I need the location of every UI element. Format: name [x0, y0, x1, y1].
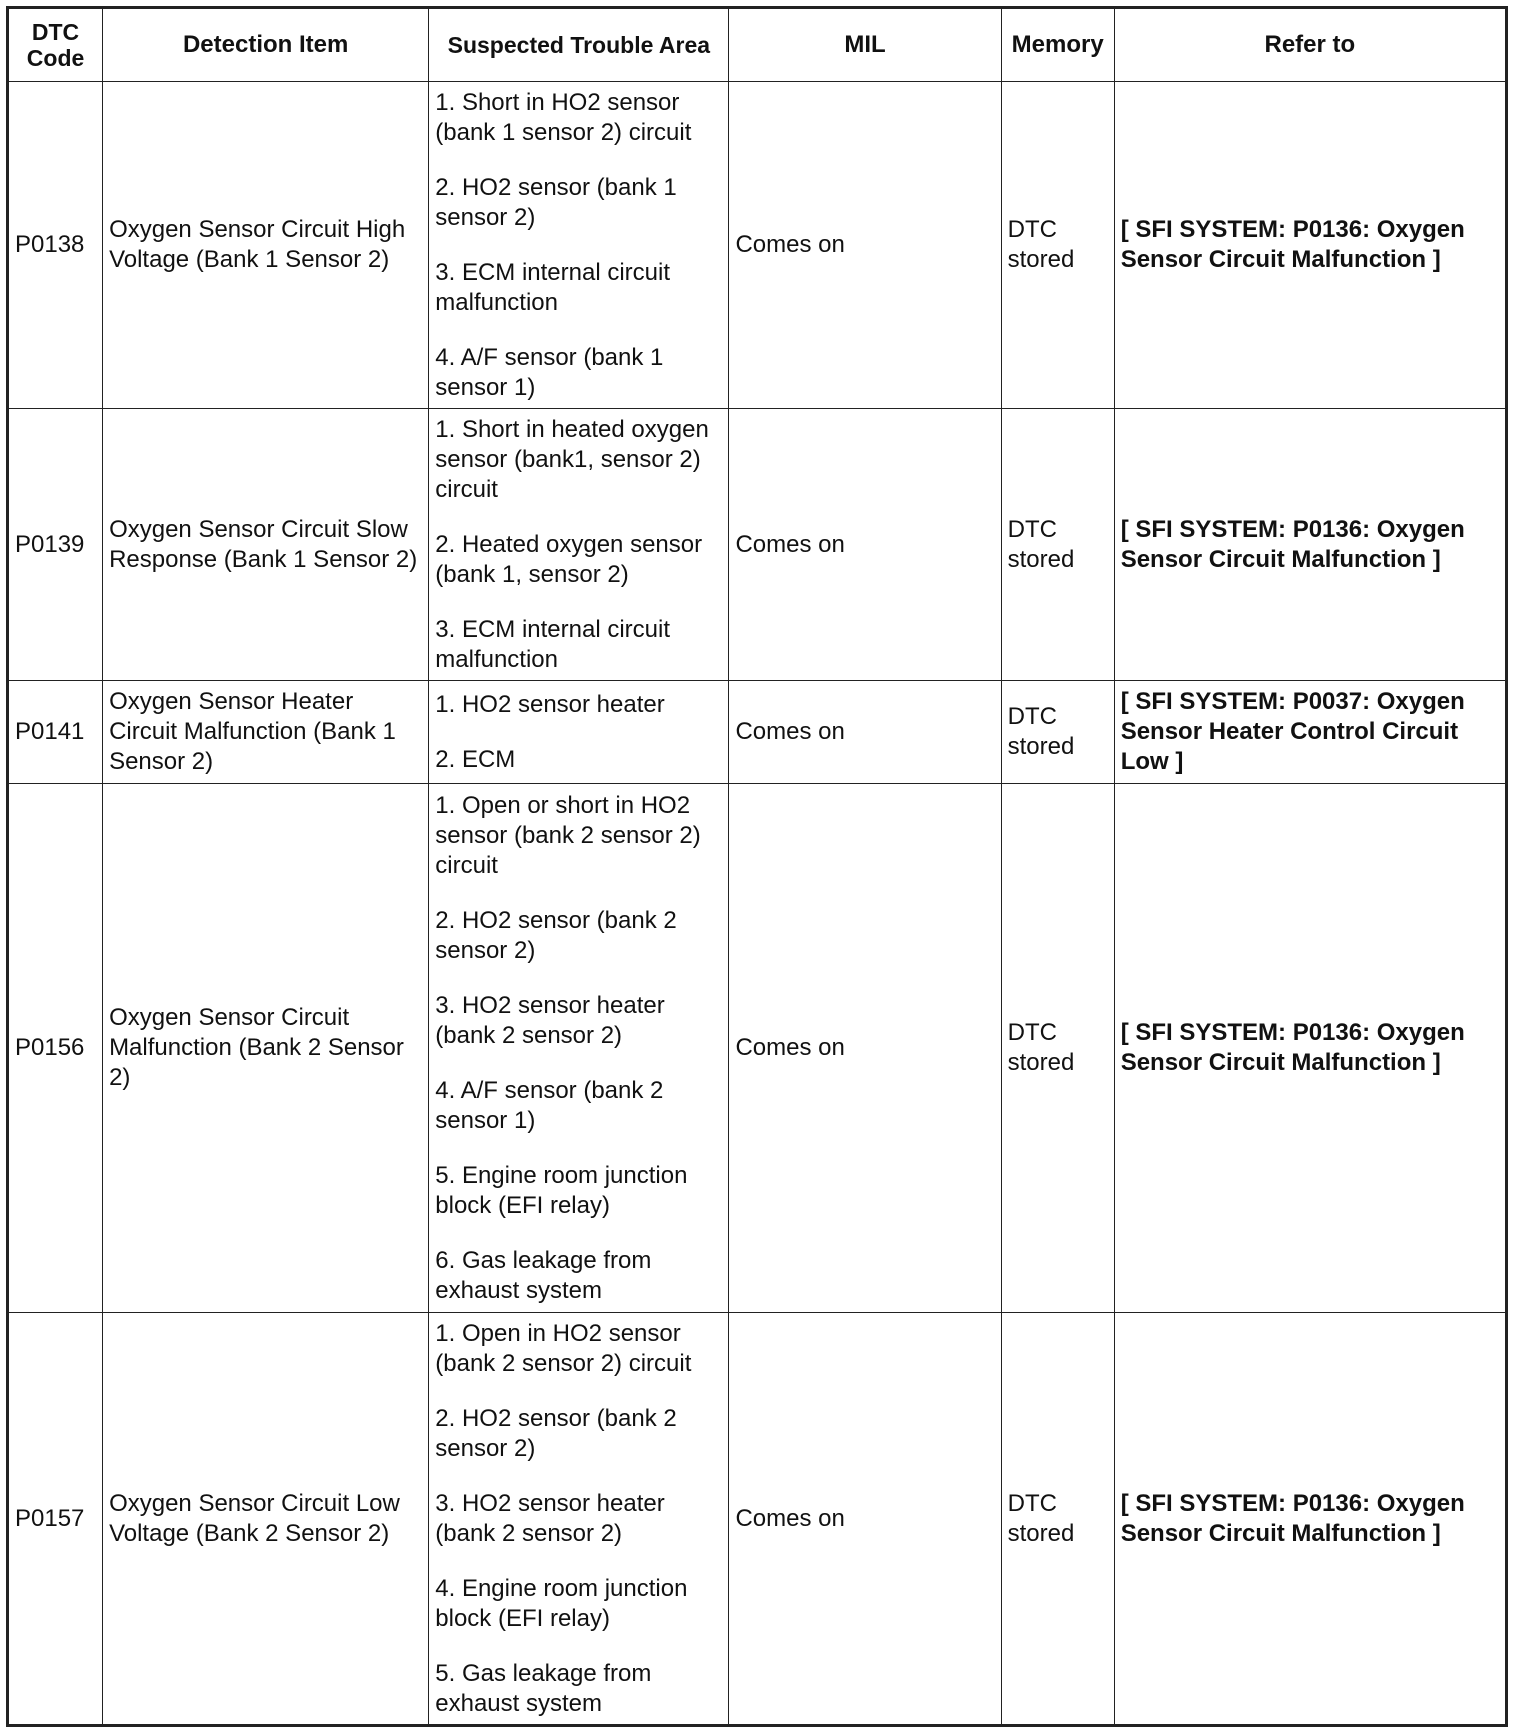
trouble-area-item: 2. ECM	[435, 745, 516, 773]
trouble-area-item: 6. Gas leakage from exhaust system	[435, 1246, 652, 1304]
trouble-area-item: 2. Heated oxygen sensor (bank 1, sensor 2)	[435, 530, 703, 588]
dtc-table	[6, 6, 1508, 1727]
detection-item: Oxygen Sensor Circuit Malfunction (Bank 2 Sensor 2)	[103, 784, 429, 1313]
trouble-area-item: 1. Open in HO2 sensor (bank 2 sensor 2) circuit	[435, 1319, 692, 1377]
trouble-area-item: 1. HO2 sensor heater	[435, 690, 665, 718]
header-memory: Memory	[1001, 8, 1114, 82]
trouble-area-item: 5. Gas leakage from exhaust system	[435, 1659, 652, 1717]
trouble-area-item: 1. Short in heated oxygen sensor (bank1, sensor 2) circuit	[435, 415, 709, 503]
mil-status: Comes on	[729, 1313, 1001, 1726]
suspected-trouble-area	[429, 1313, 729, 1726]
detection-item: Oxygen Sensor Circuit High Voltage (Bank 1 Sensor 2)	[103, 82, 429, 409]
detection-item: Oxygen Sensor Circuit Low Voltage (Bank 2 Sensor 2)	[103, 1313, 429, 1726]
memory-status: DTC stored	[1001, 681, 1114, 784]
suspected-trouble-area	[429, 409, 729, 681]
detection-item: Oxygen Sensor Circuit Slow Response (Bank 1 Sensor 2)	[103, 409, 429, 681]
trouble-area-item: 3. HO2 sensor heater (bank 2 sensor 2)	[435, 991, 665, 1049]
trouble-area-item: 4. A/F sensor (bank 1 sensor 1)	[435, 343, 664, 401]
trouble-area-item: 1. Open or short in HO2 sensor (bank 2 sensor 2) circuit	[435, 791, 701, 879]
trouble-area-item: 3. ECM internal circuit malfunction	[435, 258, 671, 316]
suspected-trouble-area	[429, 681, 729, 784]
trouble-area-item: 5. Engine room junction block (EFI relay)	[435, 1161, 688, 1219]
memory-status: DTC stored	[1001, 82, 1114, 409]
header-mil: MIL	[729, 8, 1001, 82]
table-row	[8, 681, 1507, 784]
dtc-code: P0138	[8, 82, 103, 409]
memory-status: DTC stored	[1001, 409, 1114, 681]
trouble-area-item: 4. Engine room junction block (EFI relay)	[435, 1574, 688, 1632]
refer-to-link[interactable]: [ SFI SYSTEM: P0136: Oxygen Sensor Circuit Malfunction ]	[1114, 82, 1506, 409]
mil-status: Comes on	[729, 82, 1001, 409]
dtc-code: P0156	[8, 784, 103, 1313]
trouble-area-item: 4. A/F sensor (bank 2 sensor 1)	[435, 1076, 664, 1134]
suspected-trouble-area	[429, 784, 729, 1313]
refer-to-link[interactable]: [ SFI SYSTEM: P0136: Oxygen Sensor Circuit Malfunction ]	[1114, 1313, 1506, 1726]
detection-item: Oxygen Sensor Heater Circuit Malfunction (Bank 1 Sensor 2)	[103, 681, 429, 784]
header-refer-to: Refer to	[1114, 8, 1506, 82]
memory-status: DTC stored	[1001, 1313, 1114, 1726]
trouble-area-item: 2. HO2 sensor (bank 1 sensor 2)	[435, 173, 677, 231]
trouble-area-item: 1. Short in HO2 sensor (bank 1 sensor 2) circuit	[435, 88, 692, 146]
memory-status: DTC stored	[1001, 784, 1114, 1313]
header-detection-item: Detection Item	[103, 8, 429, 82]
trouble-area-item: 3. ECM internal circuit malfunction	[435, 615, 671, 673]
header-suspected-trouble-area: Suspected Trouble Area	[429, 8, 729, 82]
header-dtc-code: DTC Code	[8, 8, 103, 82]
mil-status: Comes on	[729, 681, 1001, 784]
suspected-trouble-area	[429, 82, 729, 409]
table-row	[8, 409, 1507, 681]
table-row	[8, 1313, 1507, 1726]
refer-to-link[interactable]: [ SFI SYSTEM: P0136: Oxygen Sensor Circuit Malfunction ]	[1114, 409, 1506, 681]
table-row	[8, 82, 1507, 409]
trouble-area-item: 2. HO2 sensor (bank 2 sensor 2)	[435, 906, 677, 964]
dtc-code: P0157	[8, 1313, 103, 1726]
refer-to-link[interactable]: [ SFI SYSTEM: P0136: Oxygen Sensor Circuit Malfunction ]	[1114, 784, 1506, 1313]
dtc-code: P0139	[8, 409, 103, 681]
refer-to-link[interactable]: [ SFI SYSTEM: P0037: Oxygen Sensor Heater Control Circuit Low ]	[1114, 681, 1506, 784]
trouble-area-item: 2. HO2 sensor (bank 2 sensor 2)	[435, 1404, 677, 1462]
header-row	[8, 8, 1507, 82]
trouble-area-item: 3. HO2 sensor heater (bank 2 sensor 2)	[435, 1489, 665, 1547]
mil-status: Comes on	[729, 784, 1001, 1313]
dtc-code: P0141	[8, 681, 103, 784]
mil-status: Comes on	[729, 409, 1001, 681]
table-row	[8, 784, 1507, 1313]
